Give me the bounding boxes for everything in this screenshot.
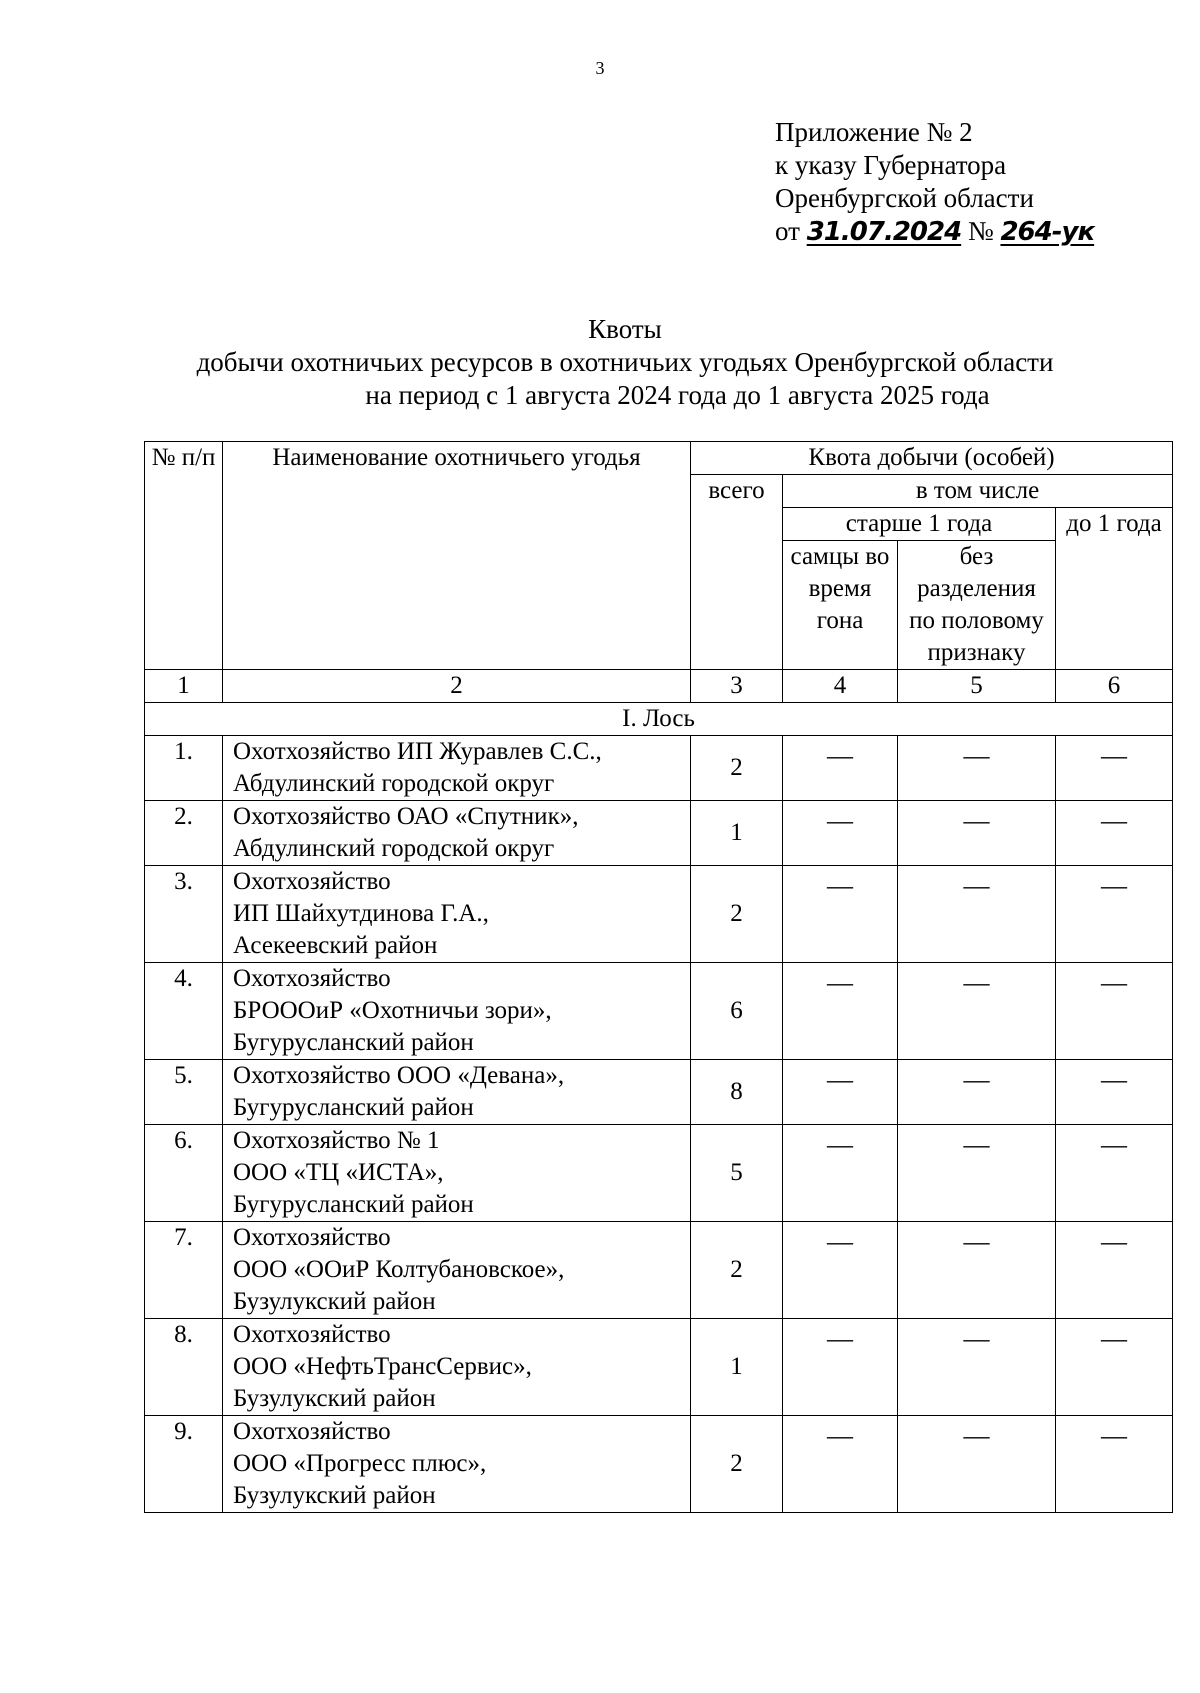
- row-total: 8: [691, 1060, 783, 1125]
- row-number: 3.: [145, 866, 223, 963]
- handwritten-decree-number: 264-ук: [1000, 217, 1095, 247]
- row-name-line: Абдулинский городской округ: [233, 835, 555, 862]
- row-total: 2: [691, 1416, 783, 1513]
- row-under: —: [1056, 736, 1173, 801]
- row-total: 1: [691, 1319, 783, 1416]
- row-males: —: [783, 1222, 898, 1319]
- row-number: 4.: [145, 963, 223, 1060]
- table-row: [145, 963, 1173, 1060]
- row-name-line: ООО «НефтьТрансСервис»,: [233, 1353, 532, 1380]
- title-line-1: Квоты: [588, 314, 662, 344]
- row-number: 6.: [145, 1125, 223, 1222]
- header-name: Наименование охотничьего угодья: [223, 442, 691, 670]
- row-under: —: [1056, 866, 1173, 963]
- row-total: 2: [691, 1222, 783, 1319]
- row-under: —: [1056, 1319, 1173, 1416]
- row-under: —: [1056, 1125, 1173, 1222]
- row-name-line: Охотхозяйство ООО «Девана»,: [233, 1062, 565, 1089]
- header-males: самцы во время гона: [783, 541, 898, 670]
- table-row: [145, 1060, 1173, 1125]
- row-name-line: Охотхозяйство ОАО «Спутник»,: [233, 803, 579, 830]
- row-name-line: Охотхозяйство № 1: [233, 1127, 440, 1154]
- handwritten-date: 31.07.2024: [806, 217, 962, 247]
- row-no-sex: —: [898, 1222, 1056, 1319]
- row-name: [223, 866, 691, 963]
- table-row: [145, 736, 1173, 801]
- row-name-line: Охотхозяйство: [233, 965, 391, 992]
- header-including: в том числе: [783, 475, 1173, 508]
- row-males: —: [783, 736, 898, 801]
- row-total: 6: [691, 963, 783, 1060]
- row-name-line: Охотхозяйство: [233, 868, 391, 895]
- row-name-line: ИП Шайхутдинова Г.А.,: [233, 900, 489, 927]
- section-row: [145, 703, 1173, 736]
- col-number: 1: [145, 670, 223, 703]
- row-name: [223, 1222, 691, 1319]
- table-row: [145, 1222, 1173, 1319]
- table-row: [145, 1319, 1173, 1416]
- row-no-sex: —: [898, 963, 1056, 1060]
- appendix-line-1: Приложение № 2: [775, 117, 973, 147]
- header-no: № п/п: [145, 442, 223, 670]
- table-row: [145, 801, 1173, 866]
- row-number: 9.: [145, 1416, 223, 1513]
- row-under: —: [1056, 1222, 1173, 1319]
- row-name-line: ООО «ООиР Колтубановское»,: [233, 1256, 565, 1283]
- row-name-line: Асекеевский район: [233, 932, 438, 959]
- header-no-sex: без разделения по половому признаку: [898, 541, 1056, 670]
- row-males: —: [783, 963, 898, 1060]
- row-number: 5.: [145, 1060, 223, 1125]
- row-number: 2.: [145, 801, 223, 866]
- row-males: —: [783, 866, 898, 963]
- row-name-line: Бугурусланский район: [233, 1094, 474, 1121]
- row-total: 1: [691, 801, 783, 866]
- table-row: [145, 1416, 1173, 1513]
- row-name-line: Охотхозяйство: [233, 1321, 391, 1348]
- row-name: [223, 1416, 691, 1513]
- column-number-row: [145, 670, 1173, 703]
- row-no-sex: —: [898, 866, 1056, 963]
- row-name-line: Бугурусланский район: [233, 1029, 474, 1056]
- col-number: 4: [783, 670, 898, 703]
- col-number: 5: [898, 670, 1056, 703]
- row-no-sex: —: [898, 1060, 1056, 1125]
- table-row: [145, 866, 1173, 963]
- row-name-line: Абдулинский городской округ: [233, 770, 555, 797]
- col-number: 6: [1056, 670, 1173, 703]
- row-males: —: [783, 1416, 898, 1513]
- header-quota: Квота добычи (особей): [691, 442, 1173, 475]
- number-label: №: [967, 216, 994, 246]
- row-under: —: [1056, 1416, 1173, 1513]
- row-name-line: Бугурусланский район: [233, 1191, 474, 1218]
- row-name-line: Охотхозяйство: [233, 1224, 391, 1251]
- row-number: 7.: [145, 1222, 223, 1319]
- appendix-decree-line: [775, 215, 1094, 249]
- header-under: до 1 года: [1056, 508, 1173, 670]
- row-no-sex: —: [898, 736, 1056, 801]
- row-name-line: Бузулукский район: [233, 1385, 436, 1412]
- row-no-sex: —: [898, 1125, 1056, 1222]
- page-number: 3: [595, 58, 605, 78]
- row-total: 5: [691, 1125, 783, 1222]
- document-title: [0, 313, 1200, 412]
- row-name: [223, 963, 691, 1060]
- title-line-3: на период с 1 августа 2024 года до 1 августа 2025 года: [365, 380, 990, 410]
- section-title: I. Лось: [145, 703, 1173, 736]
- row-name-line: ООО «Прогресс плюс»,: [233, 1450, 487, 1477]
- from-label: от: [775, 216, 800, 246]
- row-name-line: БРОООиР «Охотничьи зори»,: [233, 997, 552, 1024]
- row-name-line: Охотхозяйство: [233, 1418, 391, 1445]
- row-name-line: Бузулукский район: [233, 1482, 436, 1509]
- table-row: [145, 1125, 1173, 1222]
- col-number: 3: [691, 670, 783, 703]
- row-name-line: ООО «ТЦ «ИСТА»,: [233, 1159, 444, 1186]
- row-no-sex: —: [898, 1319, 1056, 1416]
- row-males: —: [783, 1060, 898, 1125]
- row-under: —: [1056, 963, 1173, 1060]
- appendix-line-2: к указу Губернатора: [775, 150, 1007, 180]
- row-males: —: [783, 1125, 898, 1222]
- appendix-line-3: Оренбургской области: [775, 183, 1034, 213]
- row-total: 2: [691, 866, 783, 963]
- row-name: [223, 1319, 691, 1416]
- row-no-sex: —: [898, 801, 1056, 866]
- row-number: 8.: [145, 1319, 223, 1416]
- appendix-block: [775, 116, 1094, 249]
- row-under: —: [1056, 1060, 1173, 1125]
- row-name: [223, 801, 691, 866]
- row-name-line: Бузулукский район: [233, 1288, 436, 1315]
- row-total: 2: [691, 736, 783, 801]
- quota-rows: [145, 736, 1173, 1513]
- row-males: —: [783, 801, 898, 866]
- row-name: [223, 1060, 691, 1125]
- row-males: —: [783, 1319, 898, 1416]
- header-total: всего: [691, 475, 783, 670]
- row-name-line: Охотхозяйство ИП Журавлев С.С.,: [233, 738, 602, 765]
- title-line-2: добычи охотничьих ресурсов в охотничьих угодьях Оренбургской области: [196, 347, 1054, 377]
- row-under: —: [1056, 801, 1173, 866]
- header-row-1: [145, 442, 1173, 475]
- quota-table: [144, 441, 1173, 1513]
- row-no-sex: —: [898, 1416, 1056, 1513]
- row-number: 1.: [145, 736, 223, 801]
- row-name: [223, 1125, 691, 1222]
- header-older: старше 1 года: [783, 508, 1056, 541]
- col-number: 2: [223, 670, 691, 703]
- row-name: [223, 736, 691, 801]
